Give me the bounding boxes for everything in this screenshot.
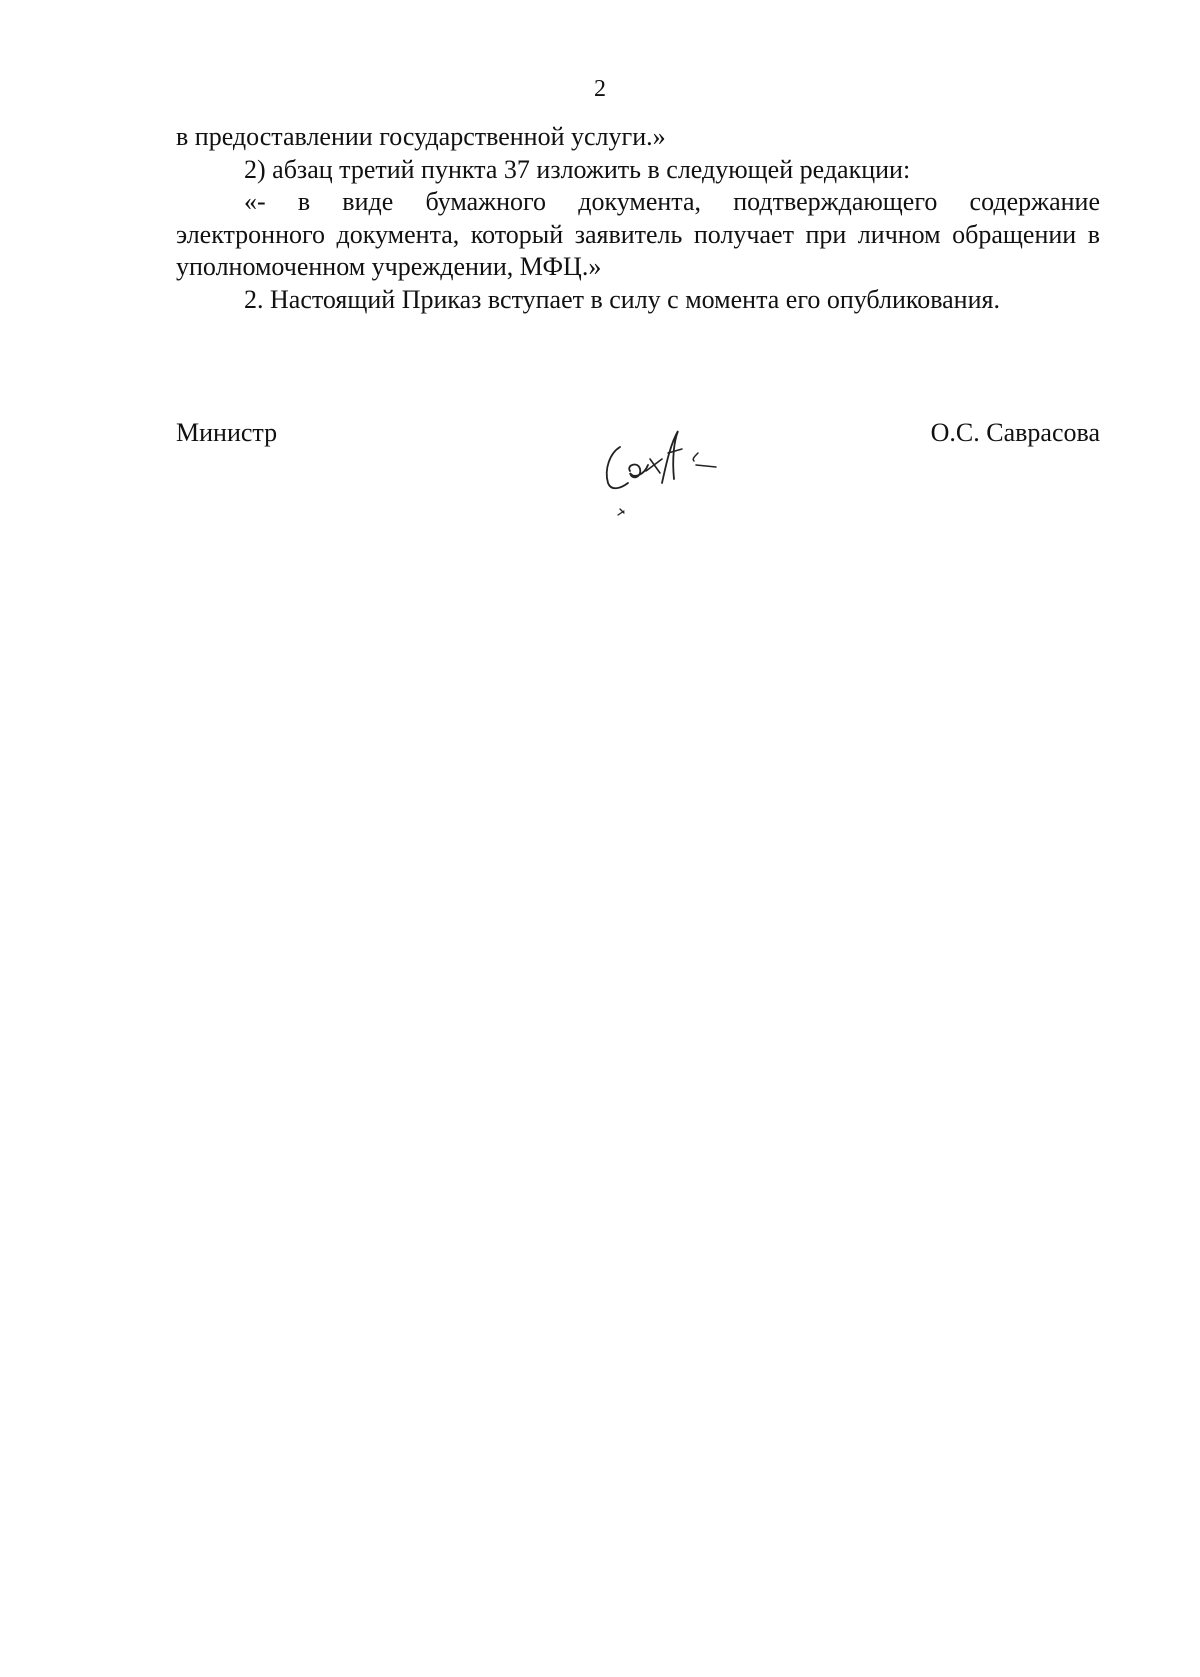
signatory-name: О.С. Саврасова	[930, 418, 1100, 447]
handwritten-signature-icon	[598, 425, 758, 525]
document-body	[176, 121, 1100, 316]
page-number: 2	[594, 76, 606, 102]
paragraph-continuation: в предоставлении государственной услуги.»	[176, 122, 666, 151]
paragraph-amendment-quote: «- в виде бумажного документа, подтверждающего содержание электронного документа, который заявитель получает при личном обращении в уполномоченном учреждении, МФЦ.»	[176, 187, 1100, 281]
signatory-title: Министр	[176, 418, 278, 447]
paragraph-effective-date: 2. Настоящий Приказ вступает в силу с момента его опубликования.	[244, 284, 1000, 314]
paragraph-amendment-item: 2) абзац третий пункта 37 изложить в следующей редакции:	[244, 154, 911, 184]
